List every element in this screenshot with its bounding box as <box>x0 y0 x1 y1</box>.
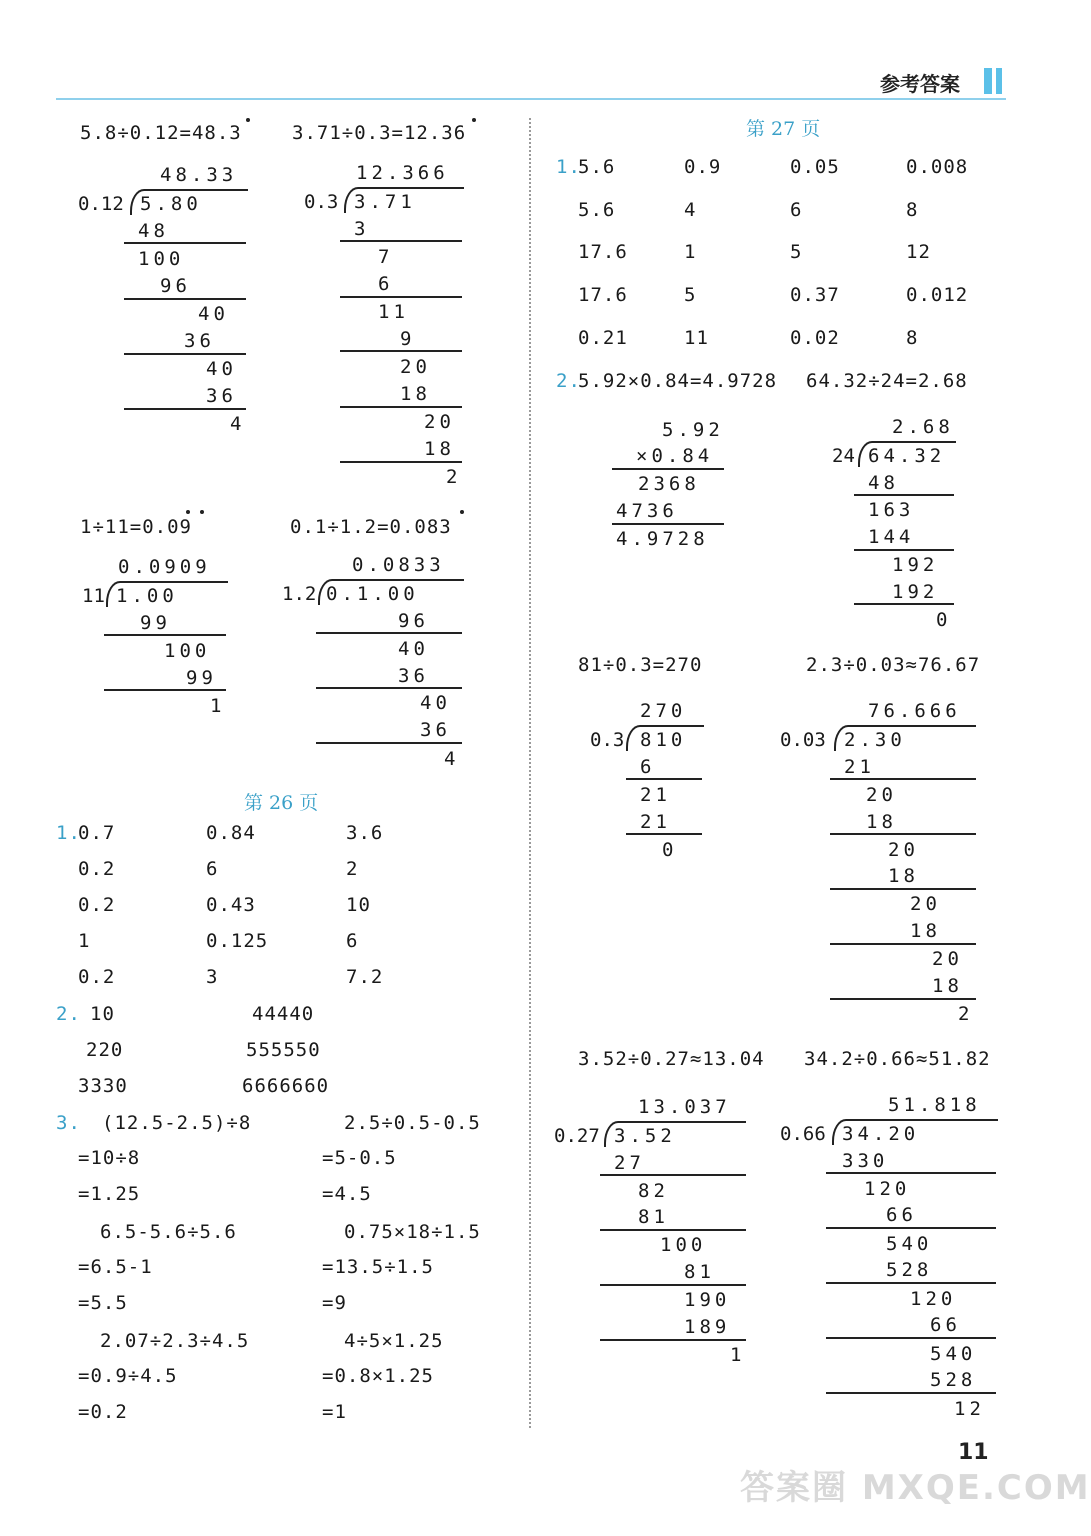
answer: 220 <box>86 1039 124 1061</box>
step: (12.5-2.5)÷8 <box>102 1112 252 1134</box>
step: 1 <box>210 695 226 717</box>
step: 11 <box>378 301 409 323</box>
divisor: 0.03 <box>780 729 826 751</box>
quotient: 0.0909 <box>118 556 211 578</box>
dividend: 5.80 <box>140 193 202 215</box>
quotient: 2.68 <box>892 416 954 438</box>
equation: 2.3÷0.03≈76.67 <box>806 654 981 676</box>
answer: 0.008 <box>906 156 969 178</box>
step: 7 <box>378 246 394 268</box>
step: 18 <box>866 811 897 833</box>
step: 96 <box>160 275 191 297</box>
rule <box>340 350 462 352</box>
dividend: 34.20 <box>842 1123 920 1145</box>
quotient: 13.037 <box>638 1096 731 1118</box>
header-title: 参考答案 <box>880 72 960 96</box>
step: =0.2 <box>78 1401 128 1423</box>
answer: 0.43 <box>206 894 256 916</box>
divisor: 1.2 <box>282 583 317 605</box>
watermark: 答案圈 MXQE.COM <box>740 1468 1091 1508</box>
step: 66 <box>930 1314 961 1336</box>
step: 2.07÷2.3÷4.5 <box>100 1330 250 1352</box>
step: =1.25 <box>78 1183 141 1205</box>
rule <box>340 406 462 408</box>
step: 81 <box>638 1206 669 1228</box>
rule <box>830 778 976 780</box>
dividend: 64.32 <box>868 445 946 467</box>
step: 40 <box>198 303 229 325</box>
rule <box>830 998 976 1000</box>
question-number: 3. <box>56 1112 81 1134</box>
answer: 12 <box>906 241 931 263</box>
step: 40 <box>398 638 429 660</box>
rule <box>600 1284 746 1286</box>
partial-product: 2368 <box>638 473 700 495</box>
step: 18 <box>910 920 941 942</box>
step: 100 <box>164 640 211 662</box>
answer: 0.37 <box>790 284 840 306</box>
dividend: 3.71 <box>354 191 416 213</box>
answer: 5.6 <box>578 199 616 221</box>
step: 3 <box>354 218 370 240</box>
answer: 0.7 <box>78 822 116 844</box>
step: =5.5 <box>78 1292 128 1314</box>
quotient: 51.818 <box>888 1094 981 1116</box>
answer: 11 <box>684 327 709 349</box>
rule <box>104 634 226 636</box>
rule <box>830 943 976 945</box>
answer: 0.9 <box>684 156 722 178</box>
rule <box>600 1174 746 1176</box>
divisor: 0.3 <box>590 729 625 751</box>
divisor: 0.3 <box>304 191 339 213</box>
rule <box>316 632 462 634</box>
answer: 555550 <box>246 1039 321 1061</box>
divisor: 0.66 <box>780 1123 826 1145</box>
divisor: 11 <box>82 585 105 607</box>
header-bar-2 <box>996 68 1002 94</box>
answer: 5 <box>790 241 803 263</box>
answer: 10 <box>90 1003 115 1025</box>
answer: 0.2 <box>78 894 116 916</box>
repeat-dot <box>186 510 190 514</box>
step: 36 <box>420 719 451 741</box>
equation: 34.2÷0.66≈51.82 <box>804 1048 991 1070</box>
rule <box>626 833 702 835</box>
answer: 0.84 <box>206 822 256 844</box>
step: 4÷5×1.25 <box>344 1330 444 1352</box>
dividend: 2.30 <box>844 729 906 751</box>
step: =4.5 <box>322 1183 372 1205</box>
rule <box>600 1339 746 1341</box>
equation: 64.32÷24=2.68 <box>806 370 968 392</box>
step: 190 <box>684 1289 731 1311</box>
equation: 81÷0.3=270 <box>578 654 703 676</box>
answer: 0.2 <box>78 858 116 880</box>
step: =0.8×1.25 <box>322 1365 434 1387</box>
section-title: 第 26 页 <box>244 792 319 814</box>
dividend: 0.1.00 <box>326 583 419 605</box>
step: =9 <box>322 1292 347 1314</box>
rule <box>104 689 226 691</box>
answer: 0.125 <box>206 930 269 952</box>
rule <box>612 523 724 525</box>
step: 99 <box>140 612 171 634</box>
question-number: 1. <box>56 822 81 844</box>
rule <box>316 742 462 744</box>
step: 192 <box>892 554 939 576</box>
step: 48 <box>138 220 169 242</box>
answer: 8 <box>906 327 919 349</box>
step: 12 <box>954 1398 985 1420</box>
quotient: 48.33 <box>160 164 238 186</box>
step: 0 <box>662 839 678 861</box>
step: 48 <box>868 472 899 494</box>
answer: 2 <box>346 858 359 880</box>
rule <box>830 888 976 890</box>
quotient: 0.0833 <box>352 554 445 576</box>
dividend: 1.00 <box>116 585 178 607</box>
step: 540 <box>886 1233 933 1255</box>
rule <box>854 494 954 496</box>
step: 21 <box>640 784 671 806</box>
step: 20 <box>424 411 455 433</box>
answer: 10 <box>346 894 371 916</box>
step: 0 <box>936 609 952 631</box>
answer: 0.21 <box>578 327 628 349</box>
answer: 3 <box>206 966 219 988</box>
repeat-dot <box>246 118 250 122</box>
step: 21 <box>844 756 875 778</box>
header-bar-1 <box>984 68 992 94</box>
step: 2.5÷0.5-0.5 <box>344 1112 481 1134</box>
step: 20 <box>932 948 963 970</box>
rule <box>826 1392 996 1394</box>
equation: 5.92×0.84=4.9728 <box>578 370 778 392</box>
top-rule <box>56 98 1006 100</box>
step: 2 <box>446 466 462 488</box>
quotient: 270 <box>640 700 687 722</box>
rule <box>830 833 976 835</box>
multiplicand: 5.92 <box>662 419 724 441</box>
equation: 1÷11=0.09 <box>80 516 192 538</box>
step: 0.75×18÷1.5 <box>344 1221 481 1243</box>
step: 9 <box>400 328 416 350</box>
rule <box>854 549 954 551</box>
step: 18 <box>888 865 919 887</box>
step: 528 <box>886 1259 933 1281</box>
rule <box>124 408 246 410</box>
step: 18 <box>424 438 455 460</box>
rule <box>600 1229 746 1231</box>
step: =6.5-1 <box>78 1256 153 1278</box>
step: 6.5-5.6÷5.6 <box>100 1221 237 1243</box>
question-number: 2. <box>556 370 581 392</box>
step: 6 <box>640 756 656 778</box>
step: 82 <box>638 1180 669 1202</box>
step: 330 <box>842 1150 889 1172</box>
rule <box>124 353 246 355</box>
step: 20 <box>866 784 897 806</box>
answer: 5 <box>684 284 697 306</box>
answer: 4 <box>684 199 697 221</box>
step: 96 <box>398 610 429 632</box>
step: 6 <box>378 273 394 295</box>
step: 192 <box>892 581 939 603</box>
repeat-dot <box>460 510 464 514</box>
step: =0.9÷4.5 <box>78 1365 178 1387</box>
answer: 3330 <box>78 1075 128 1097</box>
step: 100 <box>138 248 185 270</box>
multiplier: ×0.84 <box>636 445 714 467</box>
step: 36 <box>206 385 237 407</box>
quotient: 76.666 <box>868 700 961 722</box>
answer: 0.05 <box>790 156 840 178</box>
equation: 3.52÷0.27≈13.04 <box>578 1048 765 1070</box>
step: 66 <box>886 1204 917 1226</box>
dividend: 810 <box>640 729 687 751</box>
answer: 3.6 <box>346 822 384 844</box>
section-title: 第 27 页 <box>746 118 821 140</box>
step: 27 <box>614 1152 645 1174</box>
step: 163 <box>868 499 915 521</box>
step: 144 <box>868 526 915 548</box>
question-number: 2. <box>56 1003 81 1025</box>
step: 20 <box>888 839 919 861</box>
answer: 6 <box>790 199 803 221</box>
step: 4 <box>444 748 460 770</box>
rule <box>316 687 462 689</box>
step: 40 <box>420 692 451 714</box>
answer: 6666660 <box>242 1075 330 1097</box>
answer: 7.2 <box>346 966 384 988</box>
step: 120 <box>864 1178 911 1200</box>
answer: 8 <box>906 199 919 221</box>
page-number: 11 <box>958 1440 989 1465</box>
product: 4.9728 <box>616 528 709 550</box>
repeat-dot <box>200 510 204 514</box>
rule <box>340 296 462 298</box>
step: 20 <box>910 893 941 915</box>
rule <box>340 461 462 463</box>
answer: 0.02 <box>790 327 840 349</box>
step: 36 <box>184 330 215 352</box>
step: 528 <box>930 1369 977 1391</box>
equation: 5.8÷0.12=48.3 <box>80 122 242 144</box>
rule <box>124 298 246 300</box>
answer: 5.6 <box>578 156 616 178</box>
step: 18 <box>932 975 963 997</box>
answer: 0.2 <box>78 966 116 988</box>
rule <box>826 1282 996 1284</box>
answer: 17.6 <box>578 284 628 306</box>
partial-product: 4736 <box>616 500 678 522</box>
step: 21 <box>640 811 671 833</box>
question-number: 1. <box>556 156 581 178</box>
rule <box>124 242 246 244</box>
step: 20 <box>400 356 431 378</box>
divisor: 24 <box>832 445 855 467</box>
step: =1 <box>322 1401 347 1423</box>
step: 120 <box>910 1288 957 1310</box>
divisor: 0.27 <box>554 1125 600 1147</box>
equation: 3.71÷0.3=12.36 <box>292 122 467 144</box>
dividend: 3.52 <box>614 1125 676 1147</box>
step: 2 <box>958 1003 974 1025</box>
step: 540 <box>930 1343 977 1365</box>
answer: 1 <box>684 241 697 263</box>
rule <box>826 1172 996 1174</box>
step: 18 <box>400 383 431 405</box>
rule <box>826 1337 996 1339</box>
step: =5-0.5 <box>322 1147 397 1169</box>
step: 189 <box>684 1316 731 1338</box>
step: 36 <box>398 665 429 687</box>
rule <box>626 778 702 780</box>
step: 100 <box>660 1234 707 1256</box>
answer: 6 <box>346 930 359 952</box>
quotient: 12.366 <box>356 162 449 184</box>
step: 40 <box>206 358 237 380</box>
step: 4 <box>230 413 246 435</box>
column-divider <box>529 118 531 1428</box>
answer: 6 <box>206 858 219 880</box>
rule <box>826 1227 996 1229</box>
step: 99 <box>186 667 217 689</box>
step: 1 <box>730 1344 746 1366</box>
step: =10÷8 <box>78 1147 141 1169</box>
repeat-dot <box>472 118 476 122</box>
step: 81 <box>684 1261 715 1283</box>
answer: 44440 <box>252 1003 315 1025</box>
rule <box>340 240 462 242</box>
rule <box>612 468 724 470</box>
answer: 1 <box>78 930 91 952</box>
divisor: 0.12 <box>78 193 124 215</box>
answer: 0.012 <box>906 284 969 306</box>
equation: 0.1÷1.2=0.083 <box>290 516 452 538</box>
step: =13.5÷1.5 <box>322 1256 434 1278</box>
rule <box>854 603 954 605</box>
answer: 17.6 <box>578 241 628 263</box>
